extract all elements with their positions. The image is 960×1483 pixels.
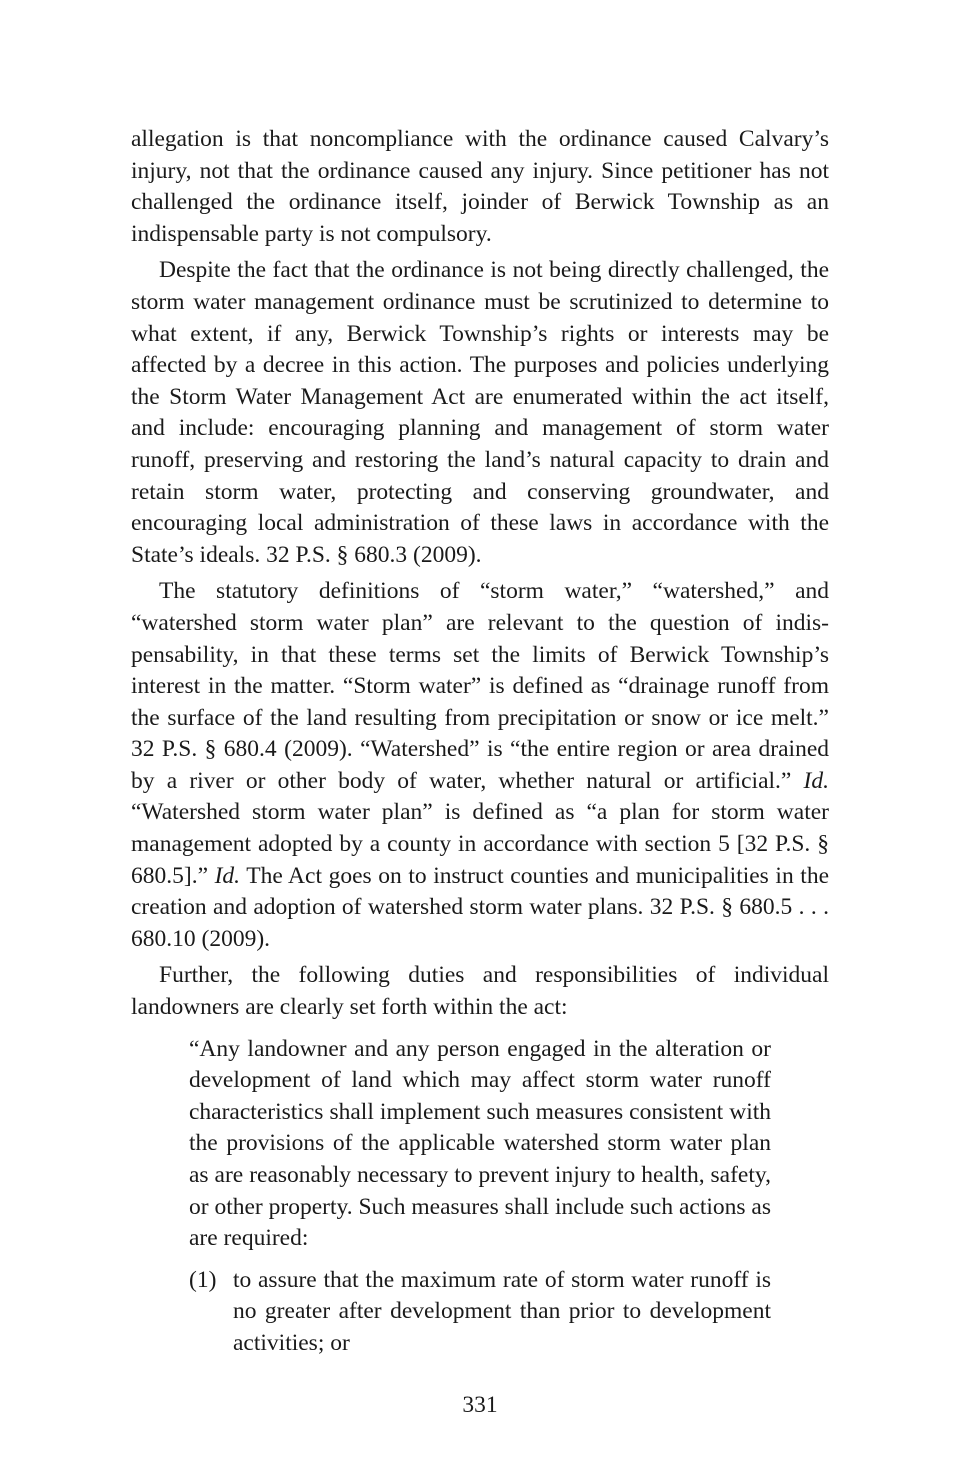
paragraph-3 bbox=[131, 576, 829, 955]
citation-id-2: Id. bbox=[214, 862, 241, 889]
paragraph-4: Further, the following duties and responsibilities of individual landowners are clearly set forth within the act: bbox=[131, 962, 829, 1021]
list-item-number: (1) bbox=[189, 1266, 217, 1293]
paragraph-1: allegation is that noncompliance with the ordinance caused Calvary’s injury, not that the ordinance caused any injury. Since petitioner has not challenged the ordinance itself, joinder of Berwick Township as an indispensable party is not compulsory. bbox=[131, 126, 829, 247]
paragraph-3-part-2: “Watershed storm water plan” is defined as “a plan for storm water management adopted by a county in accordance with section 5 [32 P.S. § 680.5].” bbox=[131, 799, 829, 889]
page-number: 331 bbox=[462, 1392, 498, 1418]
paragraph-3-part-3: The Act goes on to instruct counties and municipalities in the creation and adoption of watershed storm water plans. 32 P.S. § 680.5 . . . 680.10 (2009). bbox=[131, 862, 829, 952]
citation-id-1: Id. bbox=[803, 767, 829, 794]
paragraph-3-part-1: The statutory definitions of “storm water,” “watershed,” and “watershed storm water plan” are relevant to the question of indispensability, in that these terms set the limits of Berwick Township’s interest in the matter. “Storm water” is defined as “drainage runoff from the surface of the land resulting from precipitation or snow or ice melt.” 32 P.S. § 680.4 (2009). “Watershed” is “the entire region or area drained by a river or other body of water, whether natural or artificial.” bbox=[131, 578, 829, 794]
page-body bbox=[131, 124, 829, 1370]
paragraph-2: Despite the fact that the ordinance is not being directly challenged, the storm water management ordinance must be scrutinized to determine to what extent, if any, Berwick Township’s rights or interests may be affected by a decree in this action. The purposes and policies underlying the Storm Water Management Act are enumerated within the act itself, and include: encouraging planning and management of storm water runoff, preserving and restoring the land’s natural capacity to drain and retain storm water, protecting and conserving groundwater, and encouraging local administration of these laws in accordance with the State’s ideals. 32 P.S. § 680.3 (2009). bbox=[131, 257, 829, 568]
block-quote bbox=[189, 1034, 771, 1360]
list-item-text: to assure that the maximum rate of storm water runoff is no greater after development than prior to development activities; or bbox=[233, 1266, 771, 1356]
block-quote-text: “Any landowner and any person engaged in the alteration or development of land which may affect storm water runoff characteristics shall implement such measures consistent with the provisions of the applicable watershed storm water plan as are reasonably necessary to prevent injury to health, safety, or other property. Such measures shall include such actions as are required: bbox=[189, 1035, 771, 1252]
list-item bbox=[189, 1265, 771, 1360]
